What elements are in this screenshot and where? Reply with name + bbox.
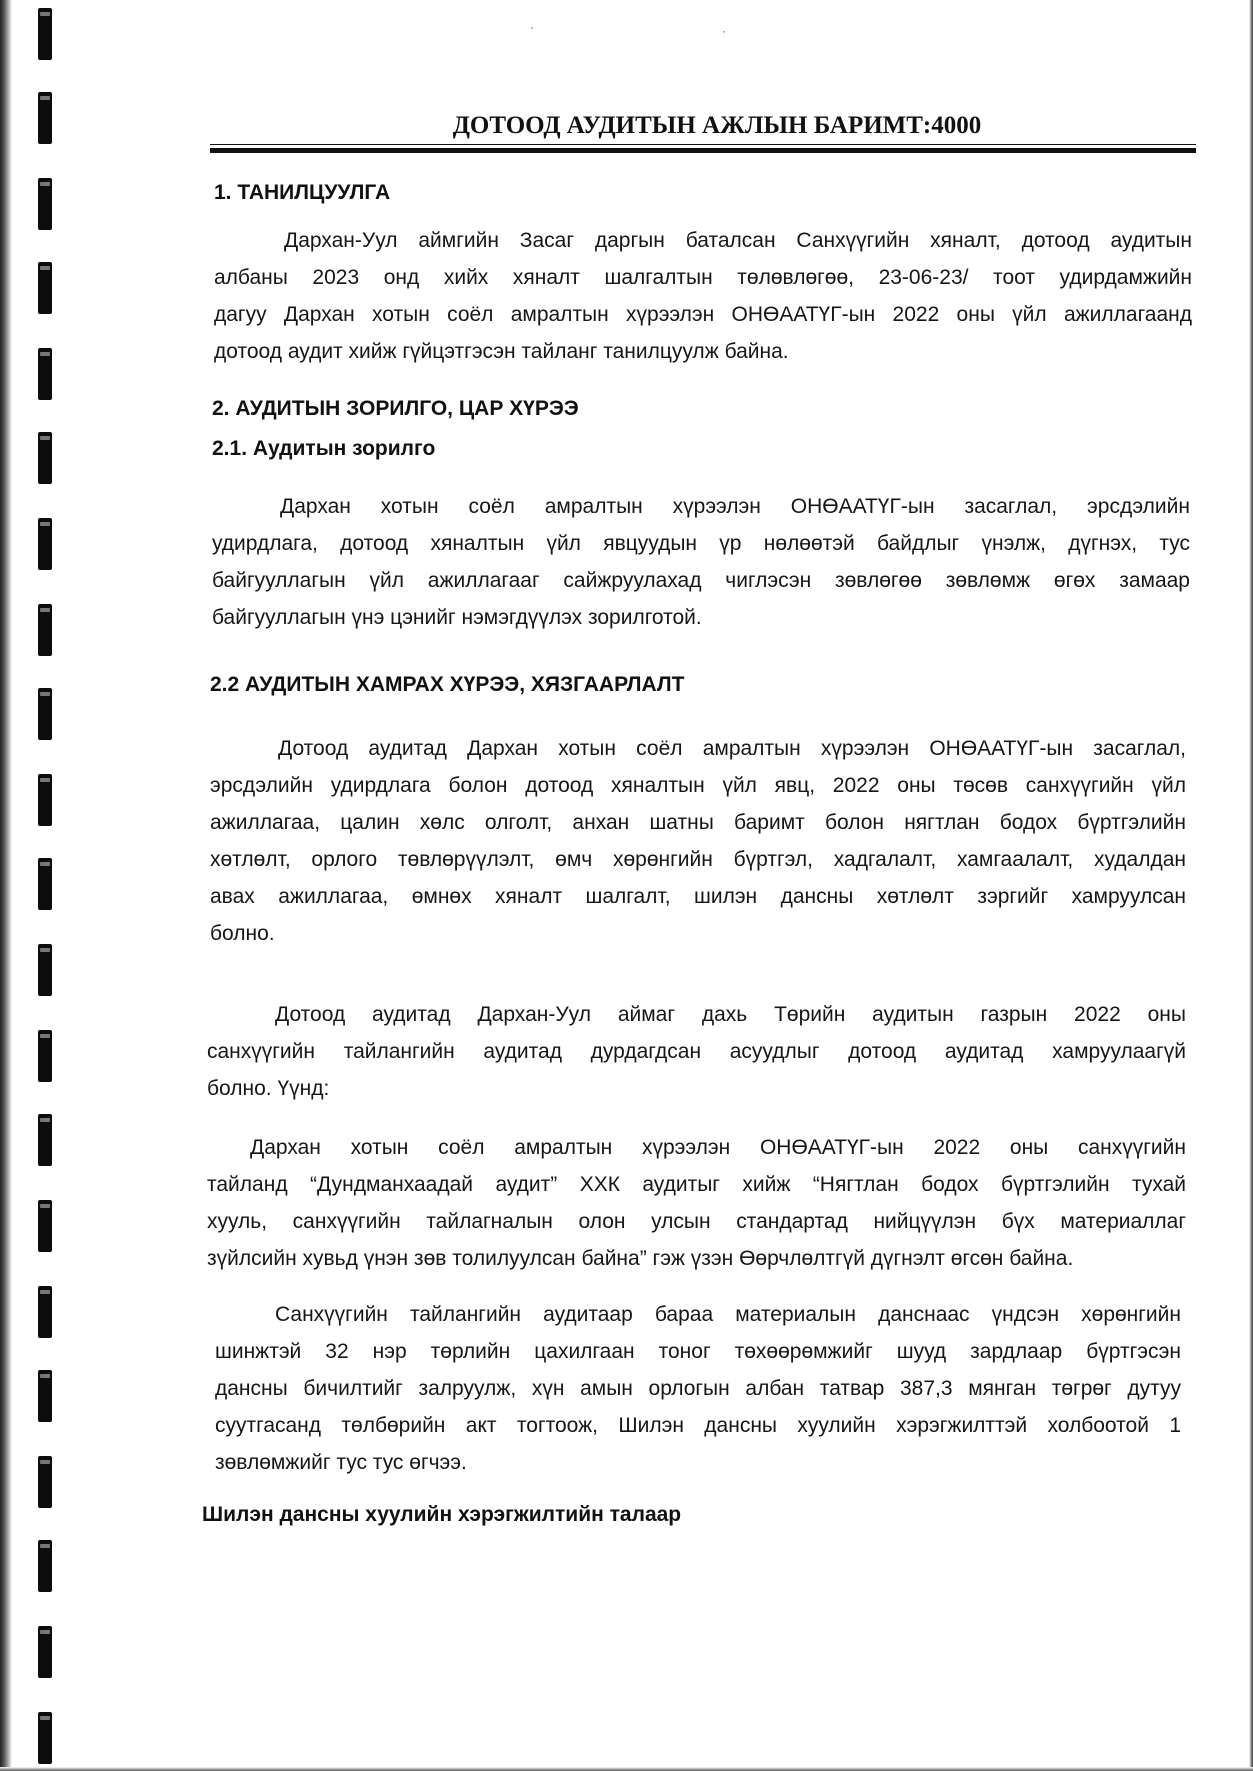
binding-hole [38,92,52,144]
binding-hole [38,518,52,570]
paragraph-line: дотоод аудит хийж гүйцэтгэсэн тайланг танилцуулж байна. [214,340,789,363]
paragraph-line: болно. Үүнд: [207,1077,330,1100]
paragraph-line: дансны бичилтийг залруулж, хүн амын орлогын албан татвар 387,3 мянган төгрөг дутуу [215,1377,1181,1400]
binding-hole [38,1540,52,1592]
binding-hole [38,432,52,484]
subsection-heading-glass-account-law: Шилэн дансны хуулийн хэрэгжилтийн талаар [202,1503,682,1526]
binding-hole [38,1286,52,1338]
paragraph-line: Дархан-Уул аймгийн Засаг даргын баталсан Санхүүгийн хяналт, дотоод аудитын [284,229,1192,252]
title-underline-thin [210,144,1196,145]
paragraph-line: Дархан хотын соёл амралтын хүрээлэн ОНӨААТҮГ-ын засаглал, эрсдэлийн [280,495,1190,518]
binding-hole [38,1456,52,1508]
binding-hole [38,774,52,826]
binding-hole [38,944,52,996]
paragraph-line: тайланд “Дундманхаадай аудит” ХХК аудитыг хийж “Нягтлан бодох бүртгэлийн тухай [207,1173,1186,1196]
paragraph-line: Дархан хотын соёл амралтын хүрээлэн ОНӨААТҮГ-ын 2022 оны санхүүгийн [250,1136,1186,1159]
paragraph-line: шинжтэй 32 нэр төрлийн цахилгаан тоног төхөөрөмжийг шууд зардлаар бүртгэсэн [215,1340,1181,1363]
paragraph-line: суутгасанд төлбөрийн акт тогтоож, Шилэн дансны хуулийн хэрэгжилттэй холбоотой 1 [215,1414,1181,1437]
paragraph-line: болно. [210,922,275,945]
paragraph-line: Дотоод аудитад Дархан-Уул аймаг дахь Төрийн аудитын газрын 2022 оны [275,1003,1186,1026]
paragraph-line: санхүүгийн тайлангийн аудитад дурдагдсан асуудлыг дотоод аудитад хамруулаагүй [207,1040,1186,1063]
paragraph-line: байгууллагын үйл ажиллагааг сайжруулахад чиглэсэн зөвлөгөө зөвлөмж өгөх замаар [212,569,1190,592]
binding-hole [38,604,52,656]
paragraph-line: зүйлсийн хувьд үнэн зөв толилуулсан байна” гэж үзэн Өөрчлөлтгүй дүгнэлт өгсөн байна. [207,1247,1074,1270]
paragraph-line: ажиллагаа, цалин хөлс олголт, анхан шатны баримт болон нягтлан бодох бүртгэлийн [210,811,1186,834]
subsection-heading-audit-scope: 2.2 АУДИТЫН ХАМРАХ ХҮРЭЭ, ХЯЗГААРЛАЛТ [210,673,685,696]
binding-hole [38,1370,52,1422]
paragraph-line: Дотоод аудитад Дархан хотын соёл амралтын хүрээлэн ОНӨААТҮГ-ын засаглал, [278,737,1186,760]
binding-hole [38,858,52,910]
section-heading-audit-objective-scope: 2. АУДИТЫН ЗОРИЛГО, ЦАР ХҮРЭЭ [212,397,579,420]
paragraph-audit-scope [210,730,1186,952]
binding-hole [38,1114,52,1166]
binding-hole [38,348,52,400]
paragraph-line: удирдлага, дотоод хяналтын үйл явцуудын үр нөлөөтэй байдлыг үнэлж, дүгнэх, тус [212,532,1190,555]
page-right-edge [1249,0,1253,1771]
paragraph-introduction [214,222,1192,370]
binding-hole [38,8,52,60]
paragraph-line: эрсдэлийн удирдлага болон дотоод хяналтын үйл явц, 2022 оны төсөв санхүүгийн үйл [210,774,1186,797]
subsection-heading-audit-objective: 2.1. Аудитын зорилго [212,437,436,460]
paragraph-line: албаны 2023 онд хийх хяналт шалгалтын төлөвлөгөө, 23-06-23/ тоот удирдамжийн [214,266,1192,289]
scan-speck: · [722,24,726,38]
paragraph-audit-objective [212,488,1190,636]
page-left-edge [0,0,12,1771]
paragraph-financial-audit-opinion [207,1129,1186,1277]
scan-speck: · [530,20,534,34]
binding-hole [38,1712,52,1764]
paragraph-line: хөтлөлт, орлого төвлөрүүлэлт, өмч хөрөнгийн бүртгэл, хадгалалт, хамгаалалт, худалдан [210,848,1186,871]
binding-hole [38,178,52,230]
paragraph-line: байгууллагын үнэ цэнийг нэмэгдүүлэх зорилготой. [212,606,702,629]
paragraph-line: дагуу Дархан хотын соёл амралтын хүрээлэн ОНӨААТҮГ-ын 2022 оны үйл ажиллагаанд [214,303,1192,326]
binding-hole [38,688,52,740]
binding-hole [38,1200,52,1252]
section-heading-introduction: 1. ТАНИЛЦУУЛГА [214,181,391,204]
page-bottom-edge [0,1767,1253,1771]
paragraph-line: зөвлөмжийг тус тус өгчээ. [215,1451,467,1474]
paragraph-line: хууль, санхүүгийн тайлагналын олон улсын стандартад нийцүүлэн бүх материаллаг [207,1210,1186,1233]
paragraph-line: Санхүүгийн тайлангийн аудитаар бараа материалын данснаас үндсэн хөрөнгийн [275,1303,1181,1326]
paragraph-scope-exclusion [207,996,1186,1107]
binding-hole [38,1030,52,1082]
paragraph-audit-findings [215,1296,1181,1481]
title-underline [210,148,1196,153]
paragraph-line: авах ажиллагаа, өмнөх хяналт шалгалт, шилэн дансны хөтлөлт зэргийг хамруулсан [210,885,1186,908]
binding-hole [38,1626,52,1678]
binding-hole [38,262,52,314]
page-title: ДОТООД АУДИТЫН АЖЛЫН БАРИМТ:4000 [452,112,982,139]
